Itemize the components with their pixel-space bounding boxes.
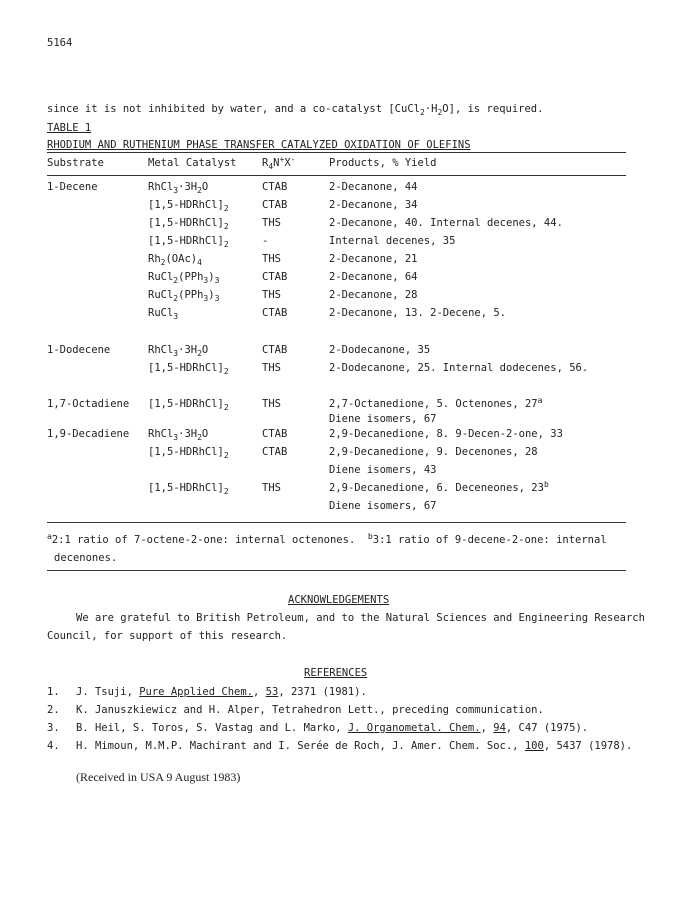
- reference-text: J. Tsuji,: [76, 686, 140, 698]
- product-text: 2-Decanone, 13. 2-Decene, 5.: [329, 307, 507, 319]
- header-products: Products, % Yield: [329, 157, 437, 169]
- reference-item: [76, 686, 367, 698]
- product-text: Internal decenes, 35: [329, 235, 456, 247]
- row-substrate: 1,7-Octadiene: [47, 398, 130, 410]
- catalyst-part: RhCl: [148, 181, 174, 193]
- row-salt: THS: [262, 217, 281, 229]
- product-footnote-mark: b: [543, 480, 549, 489]
- catalyst-part: Rh: [148, 253, 161, 265]
- row-products: [329, 413, 436, 425]
- row-catalyst: [148, 217, 229, 229]
- row-substrate: 1-Decene: [47, 181, 98, 193]
- row-catalyst: [148, 446, 229, 458]
- row-salt: CTAB: [262, 271, 288, 283]
- ack-heading: [288, 594, 389, 606]
- product-text: Diene isomers, 67: [329, 500, 437, 512]
- row-salt: CTAB: [262, 446, 288, 458]
- product-text: 2-Dodecanone, 25. Internal dodecenes, 56.: [329, 362, 589, 374]
- row-products: [329, 344, 430, 356]
- row-products: [329, 464, 436, 476]
- intro-sub: 2: [419, 108, 425, 117]
- row-salt: CTAB: [262, 181, 288, 193]
- row-salt: CTAB: [262, 199, 288, 211]
- catalyst-part: 3: [203, 294, 209, 303]
- row-products: [329, 235, 455, 247]
- product-text: 2-Decanone, 40. Internal decenes, 44.: [329, 217, 563, 229]
- table-top-rule: [47, 152, 626, 153]
- catalyst-part: ): [208, 271, 215, 283]
- catalyst-part: 4: [197, 258, 202, 267]
- header-r-sub: 4: [268, 162, 274, 171]
- catalyst-part: RuCl: [148, 307, 174, 319]
- product-footnote-mark: a: [537, 396, 543, 405]
- catalyst-part: 2: [223, 204, 229, 213]
- row-catalyst: [148, 307, 178, 319]
- row-salt: CTAB: [262, 344, 288, 356]
- row-salt: THS: [262, 398, 281, 410]
- row-salt: -: [262, 235, 269, 247]
- row-catalyst: [148, 482, 229, 494]
- row-products: [329, 217, 563, 229]
- intro-text: [47, 103, 543, 115]
- page-number: 5164: [47, 37, 73, 49]
- reference-text: K. Januszkiewicz and H. Alper, Tetrahedron Lett., preceding communication.: [76, 704, 544, 716]
- catalyst-part: 2: [160, 258, 166, 267]
- catalyst-part: (PPh: [178, 289, 204, 301]
- catalyst-part: 2: [223, 451, 229, 460]
- intro-part-c: O], is required.: [442, 103, 544, 115]
- product-text: 2-Decanone, 64: [329, 271, 418, 283]
- catalyst-part: 2: [197, 433, 202, 442]
- table-label-text: TABLE 1: [47, 122, 92, 134]
- ack-line-2: Council, for support of this research.: [47, 630, 288, 642]
- header-catalyst: Metal Catalyst: [148, 157, 237, 169]
- reference-text: , 2371 (1981).: [278, 686, 367, 698]
- row-catalyst: [148, 344, 208, 356]
- row-catalyst: [148, 199, 229, 211]
- catalyst-part: RhCl: [148, 344, 174, 356]
- footnote-b-mark: b: [367, 532, 373, 541]
- footnote-line: [47, 534, 607, 546]
- catalyst-part: 2: [223, 403, 229, 412]
- row-catalyst: [148, 428, 208, 440]
- reference-underlined: 53: [265, 686, 279, 698]
- header-salt: [262, 157, 295, 169]
- catalyst-part: 2: [197, 349, 202, 358]
- catalyst-part: [1,5-HDRhCl]: [148, 362, 224, 374]
- row-salt: THS: [262, 482, 281, 494]
- row-substrate: 1-Dodecene: [47, 344, 111, 356]
- footnote-b-continued: decenones.: [54, 552, 118, 564]
- product-text: 2-Decanone, 21: [329, 253, 418, 265]
- product-text: Diene isomers, 43: [329, 464, 437, 476]
- row-products: [329, 482, 549, 494]
- row-catalyst: [148, 362, 229, 374]
- ack-line-1: We are grateful to British Petroleum, and to the Natural Sciences and Engineering Research: [76, 612, 645, 624]
- catalyst-part: ·3H: [178, 181, 198, 193]
- row-catalyst: [148, 253, 202, 265]
- catalyst-part: 3: [214, 294, 220, 303]
- footnote-b-text: 3:1 ratio of 9-decene-2-one: internal: [372, 534, 607, 546]
- table-bottom-rule: [47, 522, 626, 523]
- table-title-text: RHODIUM AND RUTHENIUM PHASE TRANSFER CATALYZED OXIDATION OF OLEFINS: [47, 139, 471, 151]
- catalyst-part: [1,5-HDRhCl]: [148, 199, 224, 211]
- catalyst-part: 2: [173, 294, 179, 303]
- row-catalyst: [148, 398, 229, 410]
- catalyst-part: [1,5-HDRhCl]: [148, 235, 224, 247]
- catalyst-part: 3: [173, 433, 179, 442]
- row-products: [329, 500, 436, 512]
- footnote-a-text: 2:1 ratio of 7-octene-2-one: internal octenones.: [51, 534, 356, 546]
- reference-item: [76, 722, 588, 734]
- header-x-sup: -: [290, 155, 296, 164]
- header-r: R: [262, 157, 269, 169]
- row-salt: THS: [262, 362, 281, 374]
- row-products: [329, 428, 563, 440]
- row-products: [329, 289, 418, 301]
- catalyst-part: RhCl: [148, 428, 174, 440]
- row-catalyst: [148, 235, 229, 247]
- reference-number: 1.: [47, 686, 60, 698]
- catalyst-part: ·3H: [178, 344, 198, 356]
- reference-text: , C47 (1975).: [505, 722, 589, 734]
- row-salt: CTAB: [262, 428, 288, 440]
- reference-text: H. Mimoun, M.M.P. Machirant and I. Serée de Roch, J. Amer. Chem. Soc.,: [76, 740, 525, 752]
- ref-heading-text: REFERENCES: [304, 667, 368, 679]
- product-text: 2-Dodecanone, 35: [329, 344, 431, 356]
- footnote-a-mark: a: [47, 532, 52, 541]
- product-text: 2-Decanone, 44: [329, 181, 418, 193]
- catalyst-part: 3: [203, 276, 209, 285]
- footnote-rule: [47, 570, 626, 571]
- reference-underlined: 100: [524, 740, 544, 752]
- header-substrate: Substrate: [47, 157, 104, 169]
- reference-underlined: Pure Applied Chem.: [139, 686, 254, 698]
- catalyst-part: [1,5-HDRhCl]: [148, 398, 224, 410]
- catalyst-part: 2: [223, 487, 229, 496]
- product-text: 2,7-Octanedione, 5. Octenones, 27: [329, 398, 538, 410]
- catalyst-part: RuCl: [148, 289, 174, 301]
- catalyst-part: ·3H: [178, 428, 198, 440]
- catalyst-part: [1,5-HDRhCl]: [148, 217, 224, 229]
- catalyst-part: 2: [223, 240, 229, 249]
- catalyst-part: 2: [197, 186, 202, 195]
- header-x: X: [284, 157, 291, 169]
- header-rule: [47, 175, 626, 176]
- row-products: [329, 362, 588, 374]
- row-products: [329, 398, 542, 410]
- reference-item: [76, 740, 632, 752]
- reference-text: ,: [253, 686, 266, 698]
- row-products: [329, 271, 418, 283]
- header-n-sup: +: [279, 155, 285, 164]
- row-products: [329, 253, 418, 265]
- catalyst-part: 3: [214, 276, 220, 285]
- row-products: [329, 181, 418, 193]
- row-products: [329, 199, 418, 211]
- row-salt: CTAB: [262, 307, 288, 319]
- catalyst-part: [1,5-HDRhCl]: [148, 482, 224, 494]
- row-salt: THS: [262, 289, 281, 301]
- reference-underlined: J. Organometal. Chem.: [347, 722, 481, 734]
- catalyst-part: 3: [173, 312, 179, 321]
- product-text: Diene isomers, 67: [329, 413, 437, 425]
- catalyst-part: [1,5-HDRhCl]: [148, 446, 224, 458]
- catalyst-part: O: [201, 181, 209, 193]
- ref-heading: [304, 667, 367, 679]
- reference-underlined: 94: [493, 722, 506, 734]
- row-products: [329, 307, 506, 319]
- row-substrate: 1,9-Decadiene: [47, 428, 130, 440]
- catalyst-part: (PPh: [178, 271, 204, 283]
- catalyst-part: O: [201, 428, 209, 440]
- product-text: 2-Decanone, 28: [329, 289, 418, 301]
- table-title: [47, 139, 471, 151]
- intro-sub-2: 2: [437, 108, 443, 117]
- catalyst-part: 3: [173, 186, 179, 195]
- table-label: [47, 122, 91, 134]
- catalyst-part: 2: [223, 367, 229, 376]
- catalyst-part: (OAc): [165, 253, 198, 265]
- reference-text: B. Heil, S. Toros, S. Vastag and L. Marko,: [76, 722, 348, 734]
- ack-heading-text: ACKNOWLEDGEMENTS: [288, 594, 390, 606]
- reference-item: [76, 704, 544, 716]
- reference-text: ,: [480, 722, 494, 734]
- catalyst-part: RuCl: [148, 271, 174, 283]
- catalyst-part: O: [201, 344, 209, 356]
- catalyst-part: 2: [173, 276, 179, 285]
- product-text: 2,9-Decanedione, 9. Decenones, 28: [329, 446, 538, 458]
- catalyst-part: ): [208, 289, 215, 301]
- product-text: 2-Decanone, 34: [329, 199, 418, 211]
- intro-part-b: ·H: [424, 103, 438, 115]
- product-text: 2,9-Decanedione, 8. 9-Decen-2-one, 33: [329, 428, 563, 440]
- row-catalyst: [148, 181, 208, 193]
- catalyst-part: 2: [223, 222, 229, 231]
- reference-text: , 5437 (1978).: [543, 740, 633, 752]
- reference-number: 2.: [47, 704, 60, 716]
- row-products: [329, 446, 538, 458]
- row-catalyst: [148, 271, 219, 283]
- catalyst-part: 3: [173, 349, 179, 358]
- reference-number: 3.: [47, 722, 60, 734]
- product-text: 2,9-Decanedione, 6. Deceneones, 23: [329, 482, 544, 494]
- header-n: N: [273, 157, 280, 169]
- row-salt: THS: [262, 253, 281, 265]
- intro-part-a: since it is not inhibited by water, and a co-catalyst [CuCl: [47, 103, 420, 115]
- received-note: (Received in USA 9 August 1983): [76, 770, 241, 784]
- row-catalyst: [148, 289, 219, 301]
- reference-number: 4.: [47, 740, 60, 752]
